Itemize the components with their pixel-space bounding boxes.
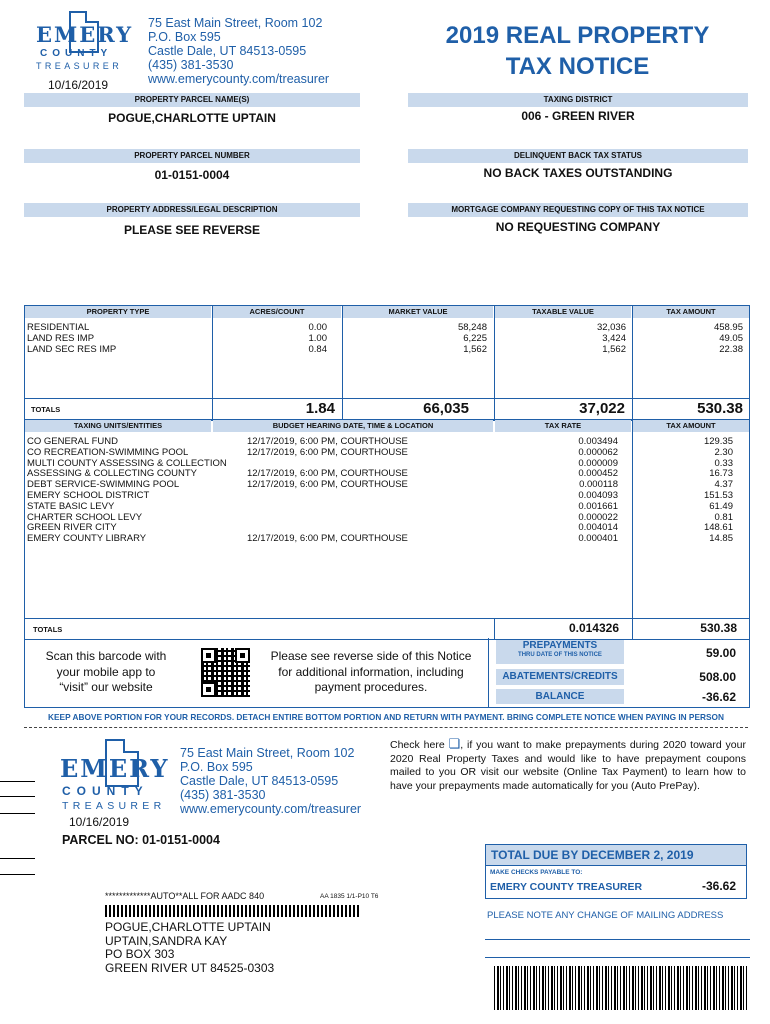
parcel-name-label: PROPERTY PARCEL NAME(S) — [24, 93, 360, 107]
stub-parcel-number: PARCEL NO: 01-0151-0004 — [62, 833, 220, 847]
logo-county: COUNTY — [40, 48, 113, 59]
col-header: BUDGET HEARING DATE, TIME & LOCATION — [213, 420, 493, 432]
logo-treasurer: TREASURER — [36, 61, 123, 71]
mailing-address — [105, 921, 274, 975]
units-totals-label: TOTALS — [33, 625, 63, 634]
col-header: TAX RATE — [495, 420, 631, 432]
mailing-change-note: PLEASE NOTE ANY CHANGE OF MAILING ADDRESS — [487, 910, 724, 921]
parcel-name: POGUE,CHARLOTTE UPTAIN — [108, 111, 276, 125]
check-here-label: Check here — [390, 739, 445, 751]
property-types: RESIDENTIAL LAND RES IMP LAND SEC RES IMP — [27, 322, 117, 355]
logo-word: EMERY — [36, 22, 134, 47]
title-line-2: TAX NOTICE — [505, 53, 650, 80]
taxable-values: 32,036 3,424 1,562 — [596, 322, 626, 355]
tax-values: 458.95 49.05 22.38 — [713, 322, 743, 355]
delinquent-status: NO BACK TAXES OUTSTANDING — [483, 166, 673, 180]
unit-tax-amounts: 129.35 2.30 0.33 16.73 4.37 151.53 61.49 0.81 148.61 14.85 — [703, 436, 733, 545]
tax-rates: 0.003494 0.000062 0.000009 0.000452 0.000118 0.004093 0.001661 0.000022 0.004014 0.000401 — [578, 436, 618, 545]
taxing-entities: CO GENERAL FUND CO RECREATION-SWIMMING POOL MULTI COUNTY ASSESSING & COLLECTION ASSESSING & COLLECTING COUNTY DEBT SERVICE-SWIMMING POOL EMERY SCHOOL DISTRICT STATE BASIC LEVY CHARTER SCHOOL LEVY GREEN RIVER CITY EMERY COUNTY LIBRARY — [27, 436, 227, 545]
taxing-district: 006 - GREEN RIVER — [521, 109, 635, 123]
address-line: 75 East Main Street, Room 102 — [180, 746, 355, 760]
address-line: (435) 381-3530 — [148, 58, 234, 72]
detach-notice: KEEP ABOVE PORTION FOR YOUR RECORDS. DETACH ENTIRE BOTTOM PORTION AND RETURN WITH PAYMENT. BRING COMPLETE NOTICE WHEN PAYING IN PERSON — [48, 712, 724, 722]
mailing-line: GREEN RIVER UT 84525-0303 — [105, 960, 275, 975]
mailing-line: UPTAIN,SANDRA KAY — [105, 933, 228, 948]
col-header: TAX AMOUNT — [633, 306, 749, 318]
auto-sort-line: *************AUTO**ALL FOR AADC 840 — [105, 891, 265, 901]
mortgage-label: MORTGAGE COMPANY REQUESTING COPY OF THIS TAX NOTICE — [408, 203, 748, 217]
stub-logo-word: EMERY — [60, 754, 170, 783]
address-line: Castle Dale, UT 84513-0595 — [148, 44, 307, 58]
address-change-line[interactable] — [485, 957, 750, 958]
address-line: P.O. Box 595 — [148, 30, 221, 44]
prepay-text: , if you want to make prepayments during 2020 toward your 2020 Real Property Taxes and would like to have prepayment coupons mailed to you OR visit our website (Online Tax Payment) to learn how to have your prepayments made automatically for you (Auto PrePay). — [390, 739, 746, 792]
col-header: TAX AMOUNT — [633, 420, 749, 432]
prepay-checkbox[interactable]: ❏ — [448, 736, 461, 751]
prepay-instructions — [390, 737, 746, 793]
col-header: ACRES/COUNT — [213, 306, 341, 318]
market-values: 58,248 6,225 1,562 — [457, 322, 487, 355]
total-due-box — [485, 844, 747, 899]
prepayments-sublabel: THRU DATE OF THIS NOTICE — [518, 652, 602, 658]
address-line: www.emerycounty.com/treasurer — [148, 72, 330, 86]
reverse-notice: Please see reverse side of this Notice for additional information, including payment procedures. — [270, 649, 472, 694]
taxing-units-table — [24, 419, 750, 640]
address-line: Castle Dale, UT 84513-0595 — [180, 774, 339, 788]
total-market: 66,035 — [423, 400, 469, 417]
address-line: P.O. Box 595 — [180, 760, 253, 774]
notice-title — [405, 20, 750, 82]
mortgage-company: NO REQUESTING COMPANY — [495, 220, 661, 234]
property-table — [24, 305, 750, 421]
notice-date: 10/16/2019 — [48, 78, 109, 92]
sort-code-line: AA 1835 1/1-P10 T6 — [320, 893, 379, 900]
treasurer-address — [148, 16, 329, 86]
address-change-line[interactable] — [485, 939, 750, 940]
balance-label: BALANCE — [496, 689, 624, 704]
col-header: TAXING UNITS/ENTITIES — [25, 420, 211, 432]
stub-logo-county: COUNTY — [62, 784, 149, 798]
parcel-number: 01-0151-0004 — [154, 168, 230, 182]
delinquent-label: DELINQUENT BACK TAX STATUS — [408, 149, 748, 163]
postal-barcode — [105, 905, 360, 917]
payable-label: MAKE CHECKS PAYABLE TO: — [490, 869, 583, 876]
total-unit-tax: 530.38 — [700, 621, 737, 635]
col-header: PROPERTY TYPE — [25, 306, 211, 318]
totals-label: TOTALS — [31, 405, 61, 414]
property-address: PLEASE SEE REVERSE — [123, 223, 261, 237]
property-address-label: PROPERTY ADDRESS/LEGAL DESCRIPTION — [24, 203, 360, 217]
scan-instructions: Scan this barcode with your mobile app to “visit” our website — [45, 649, 167, 694]
total-tax: 530.38 — [697, 400, 743, 417]
qr-code[interactable] — [201, 648, 250, 697]
emery-county-logo — [30, 10, 134, 80]
address-line: (435) 381-3530 — [180, 788, 266, 802]
acres-values: 0.00 1.00 0.84 — [308, 322, 327, 355]
detach-line — [24, 727, 748, 728]
parcel-number-label: PROPERTY PARCEL NUMBER — [24, 149, 360, 163]
abatements-label: ABATEMENTS/CREDITS — [496, 669, 624, 685]
col-header: TAXABLE VALUE — [495, 306, 631, 318]
prepayments-amount: 59.00 — [705, 646, 736, 660]
payable-to: EMERY COUNTY TREASURER — [490, 881, 643, 893]
balance-amount: -36.62 — [701, 690, 736, 704]
address-line: 75 East Main Street, Room 102 — [148, 16, 323, 30]
total-due-amount: -36.62 — [701, 879, 736, 893]
total-taxable: 37,022 — [579, 400, 625, 417]
stub-date: 10/16/2019 — [69, 815, 130, 829]
total-due-label: TOTAL DUE BY DECEMBER 2, 2019 — [486, 845, 746, 865]
prepayments-label: PREPAYMENTS — [522, 640, 598, 651]
abatements-amount: 508.00 — [699, 670, 736, 684]
address-line: www.emerycounty.com/treasurer — [180, 802, 362, 816]
title-line-1: 2019 REAL PROPERTY — [445, 22, 710, 49]
total-acres: 1.84 — [305, 400, 335, 417]
mailing-line: POGUE,CHARLOTTE UPTAIN — [105, 920, 271, 934]
total-rate: 0.014326 — [568, 621, 619, 635]
prepayments-label-box — [496, 640, 624, 664]
hearing-dates: 12/17/2019, 6:00 PM, COURTHOUSE 12/17/2019, 6:00 PM, COURTHOUSE 12/17/2019, 6:00 PM, COURTHOUSE 12/17/2019, 6:00 PM, COURTHOUSE 12/17/2019, 6:00 PM, COURTHOUSE — [247, 436, 408, 545]
stub-logo-treasurer: TREASURER — [62, 800, 166, 812]
mailing-line: PO BOX 303 — [105, 947, 175, 961]
taxing-district-label: TAXING DISTRICT — [408, 93, 748, 107]
payment-barcode — [494, 966, 748, 1010]
stub-treasurer-address — [180, 746, 361, 816]
col-header: MARKET VALUE — [343, 306, 493, 318]
